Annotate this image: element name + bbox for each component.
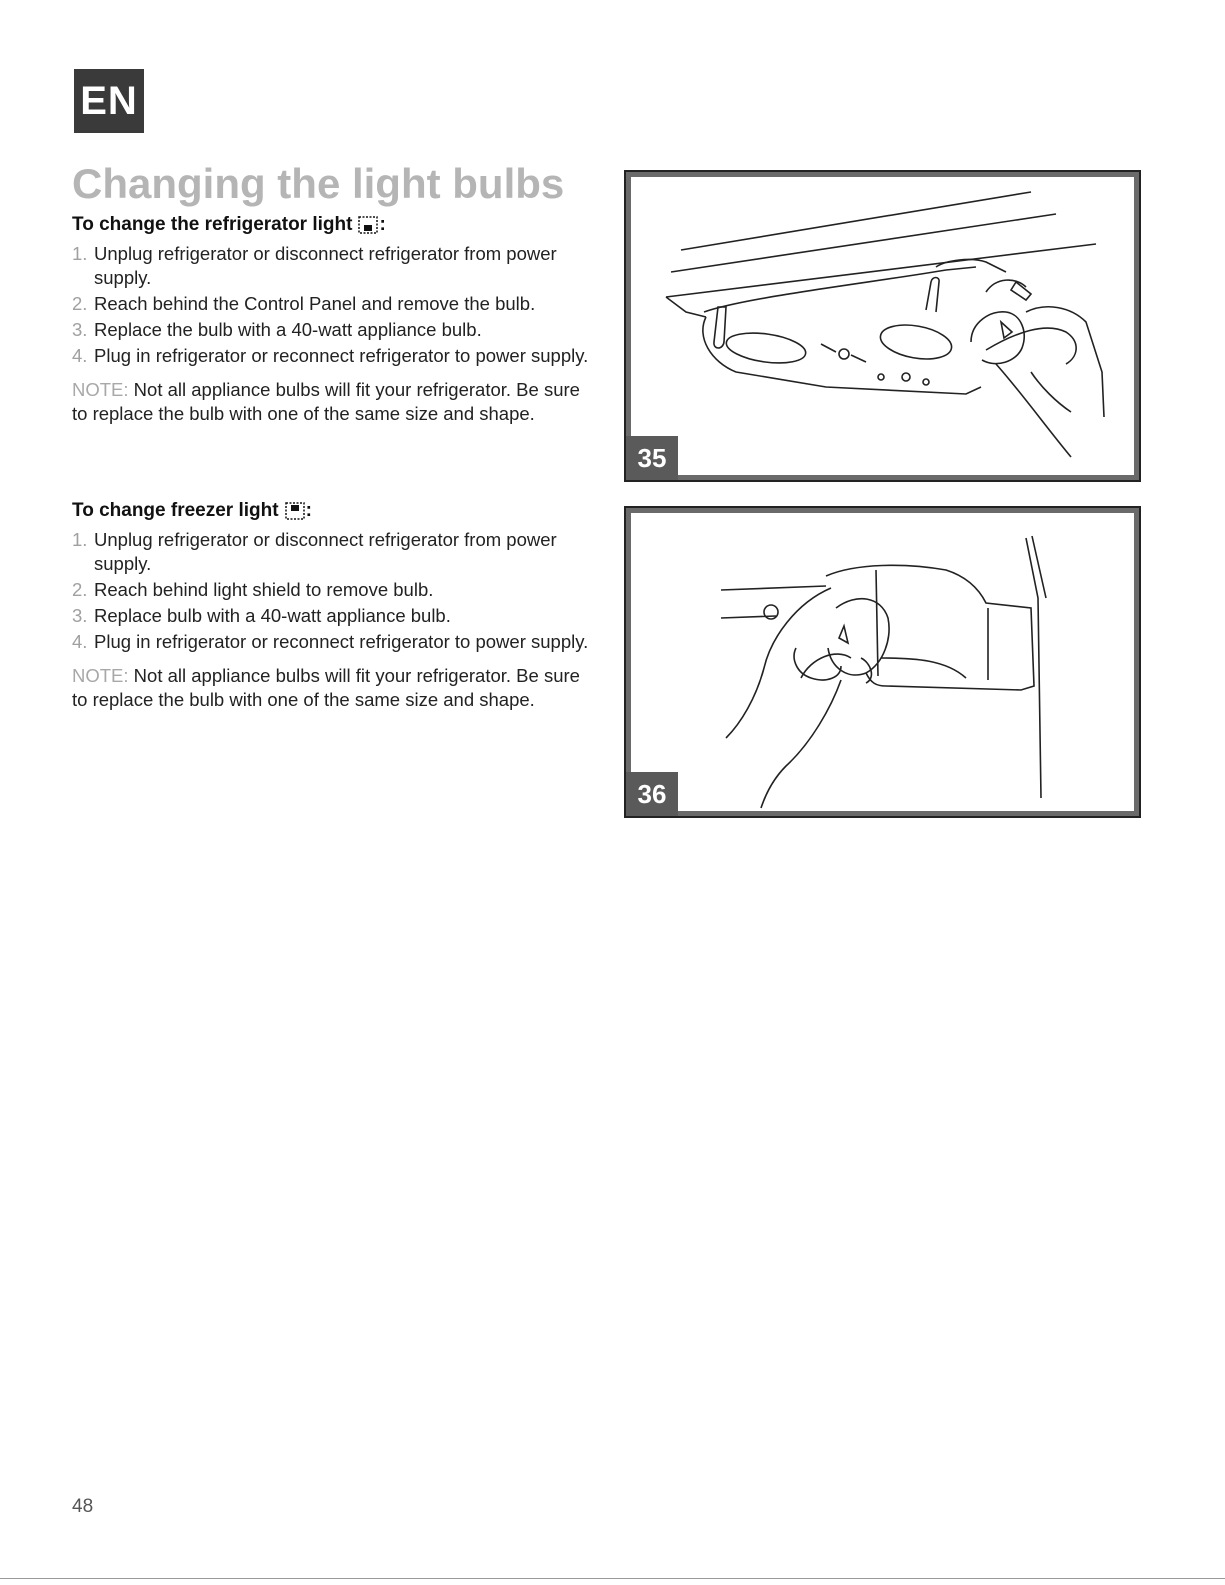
step-text: Reach behind the Control Panel and remove the bulb. xyxy=(94,293,536,314)
list-item xyxy=(72,528,592,576)
step-number: 3. xyxy=(72,605,88,626)
step-number: 3. xyxy=(72,319,88,340)
page-title: Changing the light bulbs xyxy=(72,160,565,207)
step-text: Plug in refrigerator or reconnect refrigerator to power supply. xyxy=(94,631,589,652)
list-item xyxy=(72,344,592,368)
step-text: Unplug refrigerator or disconnect refrigerator from power supply. xyxy=(94,529,557,574)
heading-colon: : xyxy=(305,500,312,521)
steps-list xyxy=(72,528,592,654)
section-heading xyxy=(72,214,592,236)
list-item xyxy=(72,604,592,628)
steps-list xyxy=(72,242,592,368)
freezer-light-icon xyxy=(285,502,305,520)
language-badge: EN xyxy=(74,69,144,133)
list-item xyxy=(72,578,592,602)
note-text: Not all appliance bulbs will fit your refrigerator. Be sure to replace the bulb with one of the same size and shape. xyxy=(72,379,580,424)
list-item xyxy=(72,318,592,342)
section-heading-text: To change the refrigerator light xyxy=(72,214,353,235)
bottom-rule xyxy=(0,1578,1225,1579)
step-text: Replace the bulb with a 40-watt appliance bulb. xyxy=(94,319,482,340)
note-text: Not all appliance bulbs will fit your refrigerator. Be sure to replace the bulb with one of the same size and shape. xyxy=(72,665,580,710)
section-heading xyxy=(72,500,592,522)
step-text: Reach behind light shield to remove bulb. xyxy=(94,579,434,600)
freezer-light-section xyxy=(72,500,592,731)
figure-35 xyxy=(624,170,1141,482)
note xyxy=(72,378,592,426)
figure-number: 35 xyxy=(626,436,678,480)
freezer-light-shield-illustration-icon xyxy=(626,508,1141,818)
control-panel-bulb-illustration-icon xyxy=(626,172,1141,482)
step-text: Unplug refrigerator or disconnect refrigerator from power supply. xyxy=(94,243,557,288)
list-item xyxy=(72,242,592,290)
step-number: 4. xyxy=(72,345,88,366)
list-item xyxy=(72,292,592,316)
figure-number: 36 xyxy=(626,772,678,816)
note-label: NOTE: xyxy=(72,379,129,400)
refrigerator-light-icon xyxy=(358,216,378,234)
refrigerator-light-section xyxy=(72,214,592,445)
step-number: 2. xyxy=(72,579,88,600)
heading-colon: : xyxy=(379,214,386,235)
step-number: 1. xyxy=(72,243,88,264)
note-label: NOTE: xyxy=(72,665,129,686)
step-number: 1. xyxy=(72,529,88,550)
list-item xyxy=(72,630,592,654)
figure-36 xyxy=(624,506,1141,818)
page-number: 48 xyxy=(72,1496,94,1517)
step-text: Plug in refrigerator or reconnect refrigerator to power supply. xyxy=(94,345,589,366)
step-number: 2. xyxy=(72,293,88,314)
section-heading-text: To change freezer light xyxy=(72,500,279,521)
note xyxy=(72,664,592,712)
step-text: Replace bulb with a 40-watt appliance bulb. xyxy=(94,605,451,626)
step-number: 4. xyxy=(72,631,88,652)
